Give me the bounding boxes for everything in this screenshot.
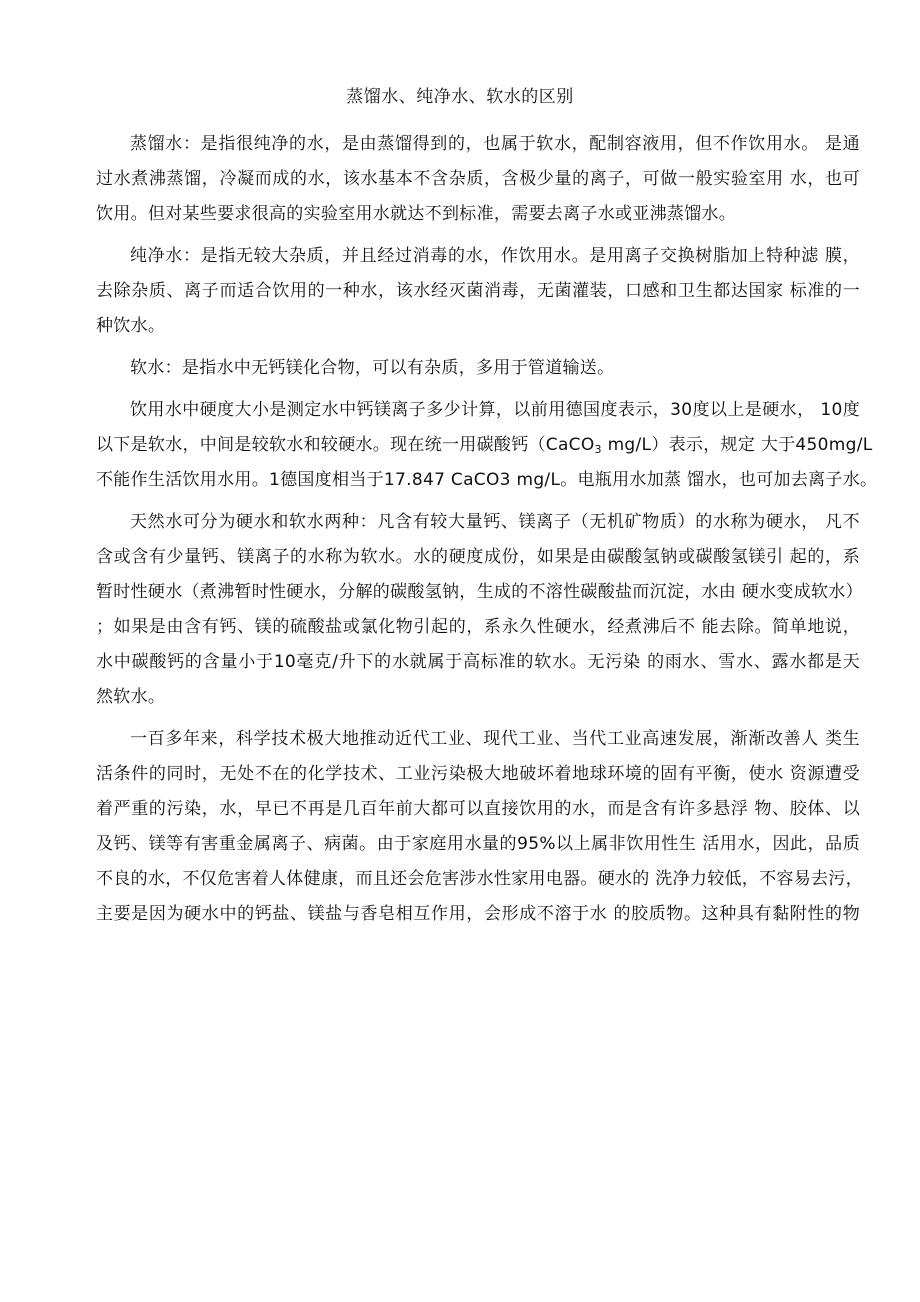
text-line-with-formula [96,428,873,463]
paragraph-distilled-water [96,127,860,232]
text-line: 不能作生活饮用水用。1德国度相当于17.847 CaCO3 mg/L。电瓶用水加蒸 馏水，也可加去离子水。 [96,470,878,490]
text-line: 着严重的污染，水，早已不再是几百年前大都可以直接饮用的水，而是含有许多悬浮 物、胶体、以 [96,799,860,819]
paragraph-purified-water [96,239,860,344]
text-line: 一百多年来，科学技术极大地推动近代工业、现代工业、当代工业高速发展，渐渐改善人 类生 [130,729,860,749]
text-line: 种饮水。 [96,316,166,336]
text-line: 然软水。 [96,687,166,707]
text-line: 活条件的同时，无处不在的化学技术、工业污染极大地破坏着地球环境的固有平衡，使水 资源遭受 [96,764,860,784]
text-segment: mg/L）表示，规定 大于450mg/L [601,435,873,455]
document-body [96,127,878,939]
text-line: 蒸馏水：是指很纯净的水，是由蒸馏得到的，也属于软水，配制容液用，但不作饮用水。 是通 [130,134,860,154]
formula-subscript: 3 [594,443,602,456]
text-line: 去除杂质、离子而适合饮用的一种水，该水经灭菌消毒，无菌灌装，口感和卫生都达国家 标准的一 [96,281,860,301]
text-line: 及钙、镁等有害重金属离子、病菌。由于家庭用水量的95%以上属非饮用性生 活用水，因此，品质 [96,834,860,854]
text-line: 不良的水，不仅危害着人体健康，而且还会危害涉水性家用电器。硬水的 洗净力较低，不容易去污， [96,869,863,889]
document-title: 蒸馏水、纯净水、软水的区别 [346,87,574,107]
text-line: 过水煮沸蒸馏，冷凝而成的水，该水基本不含杂质，含极少量的离子，可做一般实验室用 水，也可 [96,169,860,189]
text-line: ；如果是由含有钙、镁的硫酸盐或氯化物引起的，系永久性硬水，经煮沸后不 能去除。简单地说， [96,617,860,637]
text-line: 纯净水：是指无较大杂质，并且经过消毒的水，作饮用水。是用离子交换树脂加上特种滤 膜， [130,246,860,266]
text-line: 饮用水中硬度大小是测定水中钙镁离子多少计算，以前用德国度表示，30度以上是硬水， 10度 [130,400,860,420]
text-line: 饮用。但对某些要求很高的实验室用水就达不到标准，需要去离子水或亚沸蒸馏水。 [96,204,737,224]
text-line: 水中碳酸钙的含量小于10毫克/升下的水就属于高标准的软水。无污染 的雨水、雪水、露水都是天 [96,652,860,672]
paragraph-industrial-pollution [96,722,863,932]
paragraph-natural-water [96,505,863,715]
text-line: 含或含有少量钙、镁离子的水称为软水。水的硬度成份，如果是由碳酸氢钠或碳酸氢镁引 起的，系 [96,547,860,567]
text-line: 暂时性硬水（煮沸暂时性硬水，分解的碳酸氢钠，生成的不溶性碳酸盐而沉淀，水由 硬水变成软水） [96,582,863,602]
text-line: 软水：是指水中无钙镁化合物，可以有杂质，多用于管道输送。 [130,358,615,378]
paragraph-soft-water [96,351,860,386]
text-line: 主要是因为硬水中的钙盐、镁盐与香皂相互作用，会形成不溶于水 的胶质物。这种具有黏附性的物 [96,904,860,924]
paragraph-water-hardness [96,393,878,498]
text-line: 天然水可分为硬水和软水两种：凡含有较大量钙、镁离子（无机矿物质）的水称为硬水， 凡不 [130,512,860,532]
text-segment: 以下是软水，中间是较软水和较硬水。现在统一用碳酸钙（CaCO [96,435,595,455]
